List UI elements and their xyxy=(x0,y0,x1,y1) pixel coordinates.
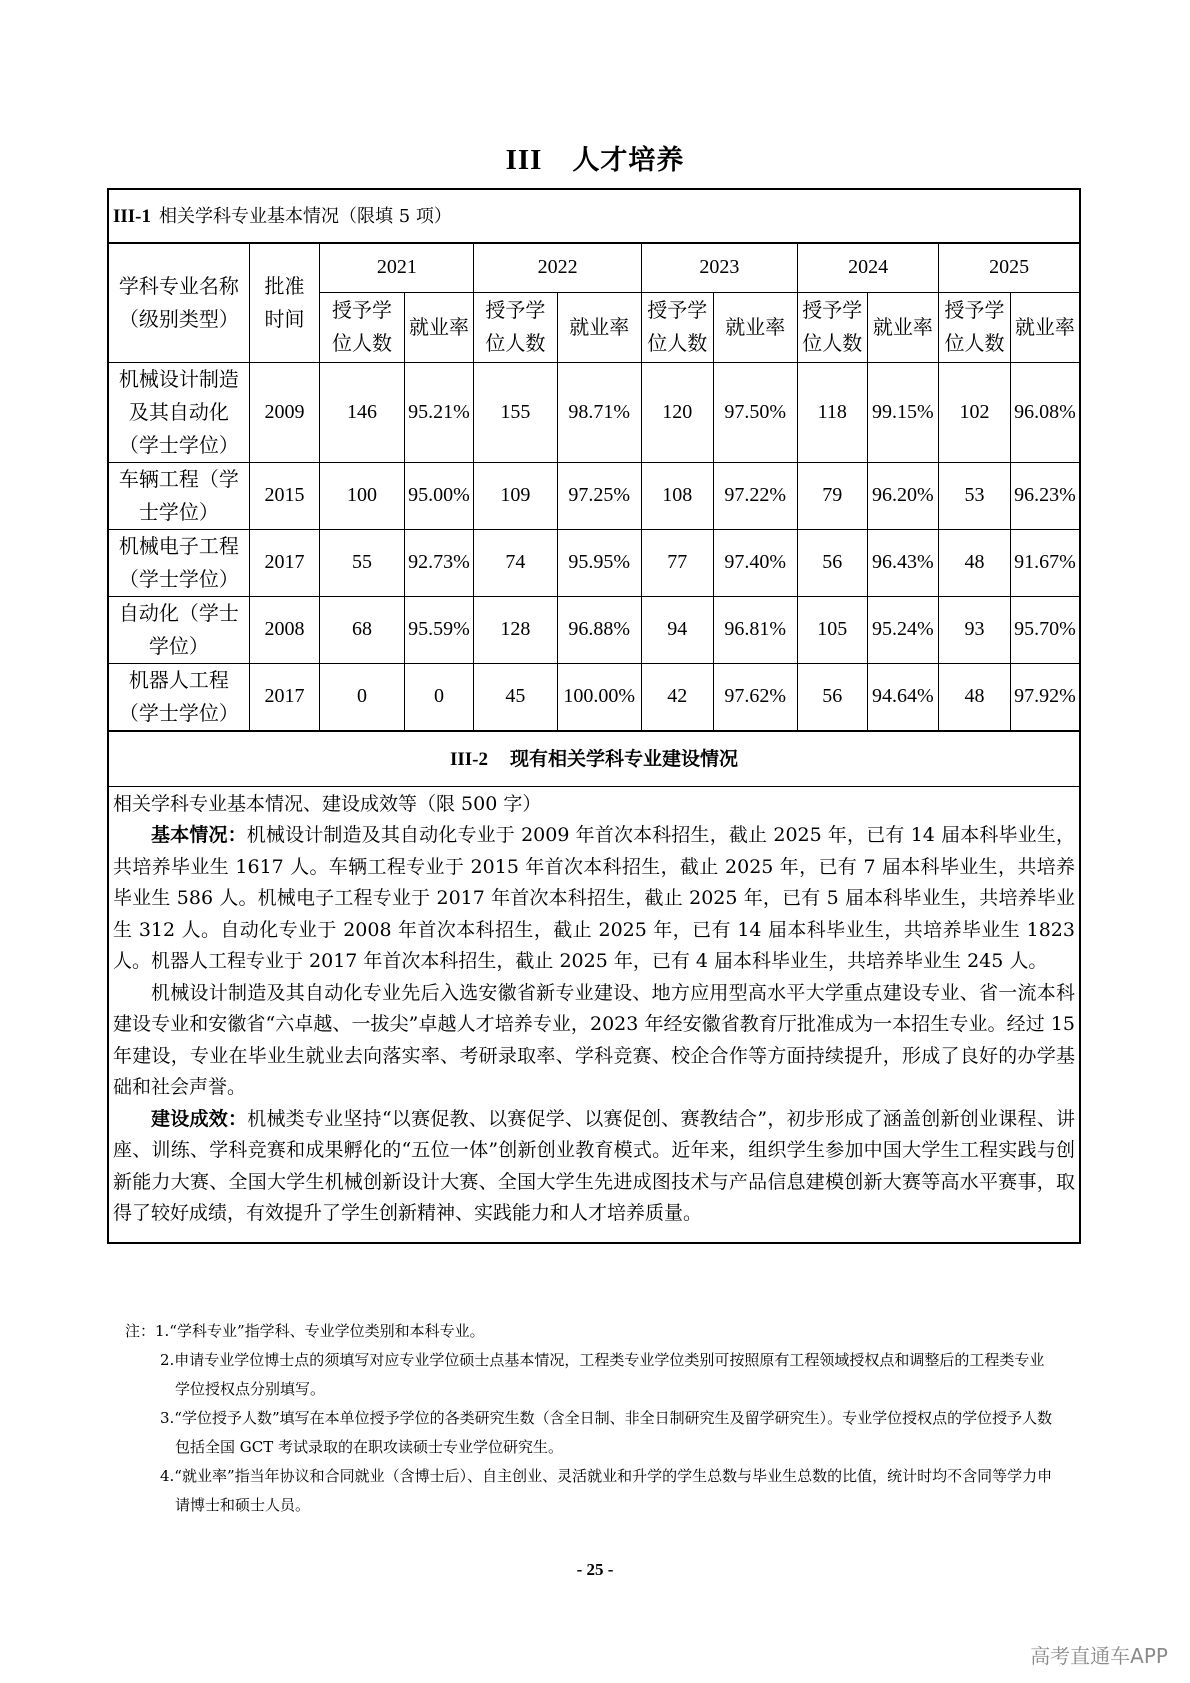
major-name-cell: 机器人工程（学士学位） xyxy=(109,663,249,730)
degree-count-cell: 79 xyxy=(797,462,867,529)
major-name-cell: 机械设计制造及其自动化（学士学位） xyxy=(109,362,249,462)
employment-rate-cell: 99.15% xyxy=(867,362,939,462)
header-employment-rate: 就业率 xyxy=(1010,292,1079,362)
degree-count-cell: 45 xyxy=(474,663,557,730)
employment-rate-cell: 92.73% xyxy=(404,529,474,596)
employment-rate-cell: 0 xyxy=(404,663,474,730)
header-employment-rate: 就业率 xyxy=(713,292,797,362)
section2-body xyxy=(109,787,1079,1242)
section2-intro: 相关学科专业基本情况、建设成效等（限 500 字） xyxy=(113,792,542,815)
header-degree-count: 授予学位人数 xyxy=(797,292,867,362)
degree-count-cell: 120 xyxy=(641,362,713,462)
app-watermark: 高考直通车APP xyxy=(1030,1644,1168,1668)
degree-count-cell: 56 xyxy=(797,529,867,596)
major-name-cell: 车辆工程（学士学位） xyxy=(109,462,249,529)
employment-rate-cell: 96.20% xyxy=(867,462,939,529)
degree-count-cell: 100 xyxy=(320,462,404,529)
footnote: 3.“学位授予人数”填写在本单位授予学位的各类研究生数（含全日制、非全日制研究生及留学研究生）。专业学位授权点的学位授予人数包括全国 GCT 考试录取的在职攻读硕士专业学位研究生。 xyxy=(160,1409,1053,1456)
employment-rate-cell: 98.71% xyxy=(557,362,641,462)
degree-count-cell: 55 xyxy=(320,529,404,596)
degree-count-cell: 48 xyxy=(939,529,1011,596)
title-text: 人才培养 xyxy=(572,145,685,176)
employment-rate-cell: 96.08% xyxy=(1010,362,1079,462)
degree-count-cell: 68 xyxy=(320,596,404,663)
header-year: 2025 xyxy=(939,244,1079,292)
section2-code: III-2 xyxy=(449,748,488,770)
table-row xyxy=(109,362,1079,462)
employment-rate-cell: 95.21% xyxy=(404,362,474,462)
header-employment-rate: 就业率 xyxy=(867,292,939,362)
degree-count-cell: 53 xyxy=(939,462,1011,529)
employment-rate-cell: 95.24% xyxy=(867,596,939,663)
degree-count-cell: 109 xyxy=(474,462,557,529)
header-degree-count: 授予学位人数 xyxy=(641,292,713,362)
employment-rate-cell: 95.00% xyxy=(404,462,474,529)
employment-rate-cell: 97.22% xyxy=(713,462,797,529)
degree-count-cell: 128 xyxy=(474,596,557,663)
table-row xyxy=(109,663,1079,730)
degree-count-cell: 94 xyxy=(641,596,713,663)
employment-rate-cell: 95.59% xyxy=(404,596,474,663)
employment-rate-cell: 95.95% xyxy=(557,529,641,596)
page-title xyxy=(0,138,1190,177)
achievements-paragraph xyxy=(113,1104,1075,1230)
degree-count-cell: 74 xyxy=(474,529,557,596)
section1-heading xyxy=(109,190,1079,244)
degree-count-cell: 56 xyxy=(797,663,867,730)
footnote: 4.“就业率”指当年协议和合同就业（含博士后）、自主创业、灵活就业和升学的学生总数与毕业生总数的比值，统计时均不含同等学力申请博士和硕士人员。 xyxy=(160,1467,1053,1514)
degree-count-cell: 77 xyxy=(641,529,713,596)
achievements-label: 建设成效： xyxy=(151,1107,248,1130)
header-degree-count: 授予学位人数 xyxy=(474,292,557,362)
basic-info-text: 机械设计制造及其自动化专业于 2009 年首次本科招生，截止 2025 年，已有 14 届本科毕业生，共培养毕业生 1617 人。车辆工程专业于 2015 年首次本科招生，截止 2025 年，已有 7 届本科毕业生，共培养毕业生 586 人。机械电子工程专业于 2017 年首次本科招生，截止 2025 年，已有 5 届本科毕业生，共培养毕业生 312 人。自动化专业于 2008 年首次本科招生，截止 2025 年，已有 14 届本科毕业生，共培养毕业生 1823 人。机器人工程专业于 2017 年首次本科招生，截止 2025 年，已有 4 届本科毕业生，共培养毕业生 245 人。 xyxy=(113,824,1075,972)
degree-count-cell: 93 xyxy=(939,596,1011,663)
degree-count-cell: 42 xyxy=(641,663,713,730)
degree-count-cell: 0 xyxy=(320,663,404,730)
employment-rate-cell: 97.40% xyxy=(713,529,797,596)
section2-heading xyxy=(109,730,1079,787)
basic-info-label: 基本情况： xyxy=(151,824,247,846)
employment-rate-cell: 97.62% xyxy=(713,663,797,730)
degree-count-cell: 108 xyxy=(641,462,713,529)
approval-year-cell: 2008 xyxy=(249,596,320,663)
major-name-cell: 自动化（学士学位） xyxy=(109,596,249,663)
employment-rate-cell: 97.25% xyxy=(557,462,641,529)
footnote: 注：1.“学科专业”指学科、专业学位类别和本科专业。 xyxy=(125,1322,485,1340)
employment-rate-cell: 96.81% xyxy=(713,596,797,663)
development-paragraph: 机械设计制造及其自动化专业先后入选安徽省新专业建设、地方应用型高水平大学重点建设专业、省一流本科建设专业和安徽省“六卓越、一拔尖”卓越人才培养专业，2023 年经安徽省教育厅批准成为一本招生专业。经过 15 年建设，专业在毕业生就业去向落实率、考研录取率、学科竞赛、校企合作等方面持续提升，形成了良好的办学基础和社会声誉。 xyxy=(113,981,1075,1098)
employment-rate-cell: 97.92% xyxy=(1010,663,1079,730)
major-rows xyxy=(109,362,1079,730)
degree-count-cell: 146 xyxy=(320,362,404,462)
employment-rate-cell: 91.67% xyxy=(1010,529,1079,596)
section1-title: 相关学科专业基本情况（限填 5 项） xyxy=(159,206,452,227)
header-degree-count: 授予学位人数 xyxy=(320,292,404,362)
table-row xyxy=(109,596,1079,663)
header-year: 2022 xyxy=(474,244,642,292)
major-name-cell: 机械电子工程（学士学位） xyxy=(109,529,249,596)
header-major-name: 学科专业名称（级别类型） xyxy=(109,244,249,362)
table-row xyxy=(109,529,1079,596)
approval-year-cell: 2017 xyxy=(249,663,320,730)
degree-count-cell: 155 xyxy=(474,362,557,462)
major-stats-table xyxy=(109,244,1079,730)
header-approval-time: 批准时间 xyxy=(249,244,320,362)
degree-count-cell: 105 xyxy=(797,596,867,663)
approval-year-cell: 2009 xyxy=(249,362,320,462)
header-degree-count: 授予学位人数 xyxy=(939,292,1011,362)
section1-code: III-1 xyxy=(113,206,152,227)
approval-year-cell: 2017 xyxy=(249,529,320,596)
employment-rate-cell: 95.70% xyxy=(1010,596,1079,663)
footnotes xyxy=(125,1317,1055,1520)
achievements-text: 机械类专业坚持“以赛促教、以赛促学、以赛促创、赛教结合”，初步形成了涵盖创新创业课程、讲座、训练、学科竞赛和成果孵化的“五位一体”创新创业教育模式。近年来，组织学生参加中国大学生工程实践与创新能力大赛、全国大学生机械创新设计大赛、全国大学生先进成图技术与产品信息建模创新大赛等高水平赛事，取得了较好成绩，有效提升了学生创新精神、实践能力和人才培养质量。 xyxy=(113,1107,1075,1224)
table-row xyxy=(109,462,1079,529)
employment-rate-cell: 100.00% xyxy=(557,663,641,730)
employment-rate-cell: 96.43% xyxy=(867,529,939,596)
header-year: 2023 xyxy=(641,244,797,292)
footnote: 2.申请专业学位博士点的须填写对应专业学位硕士点基本情况，工程类专业学位类别可按照原有工程领域授权点和调整后的工程类专业学位授权点分别填写。 xyxy=(160,1351,1045,1398)
approval-year-cell: 2015 xyxy=(249,462,320,529)
degree-count-cell: 118 xyxy=(797,362,867,462)
degree-count-cell: 48 xyxy=(939,663,1011,730)
form-frame xyxy=(107,188,1081,1244)
employment-rate-cell: 94.64% xyxy=(867,663,939,730)
header-employment-rate: 就业率 xyxy=(404,292,474,362)
employment-rate-cell: 96.23% xyxy=(1010,462,1079,529)
header-year: 2024 xyxy=(797,244,938,292)
degree-count-cell: 102 xyxy=(939,362,1011,462)
page-number: - 25 - xyxy=(576,1560,614,1579)
title-numeral: III xyxy=(505,144,543,176)
header-year: 2021 xyxy=(320,244,474,292)
header-employment-rate: 就业率 xyxy=(557,292,641,362)
employment-rate-cell: 97.50% xyxy=(713,362,797,462)
basic-info-paragraph xyxy=(113,820,1075,978)
employment-rate-cell: 96.88% xyxy=(557,596,641,663)
section2-title: 现有相关学科专业建设情况 xyxy=(510,747,739,770)
